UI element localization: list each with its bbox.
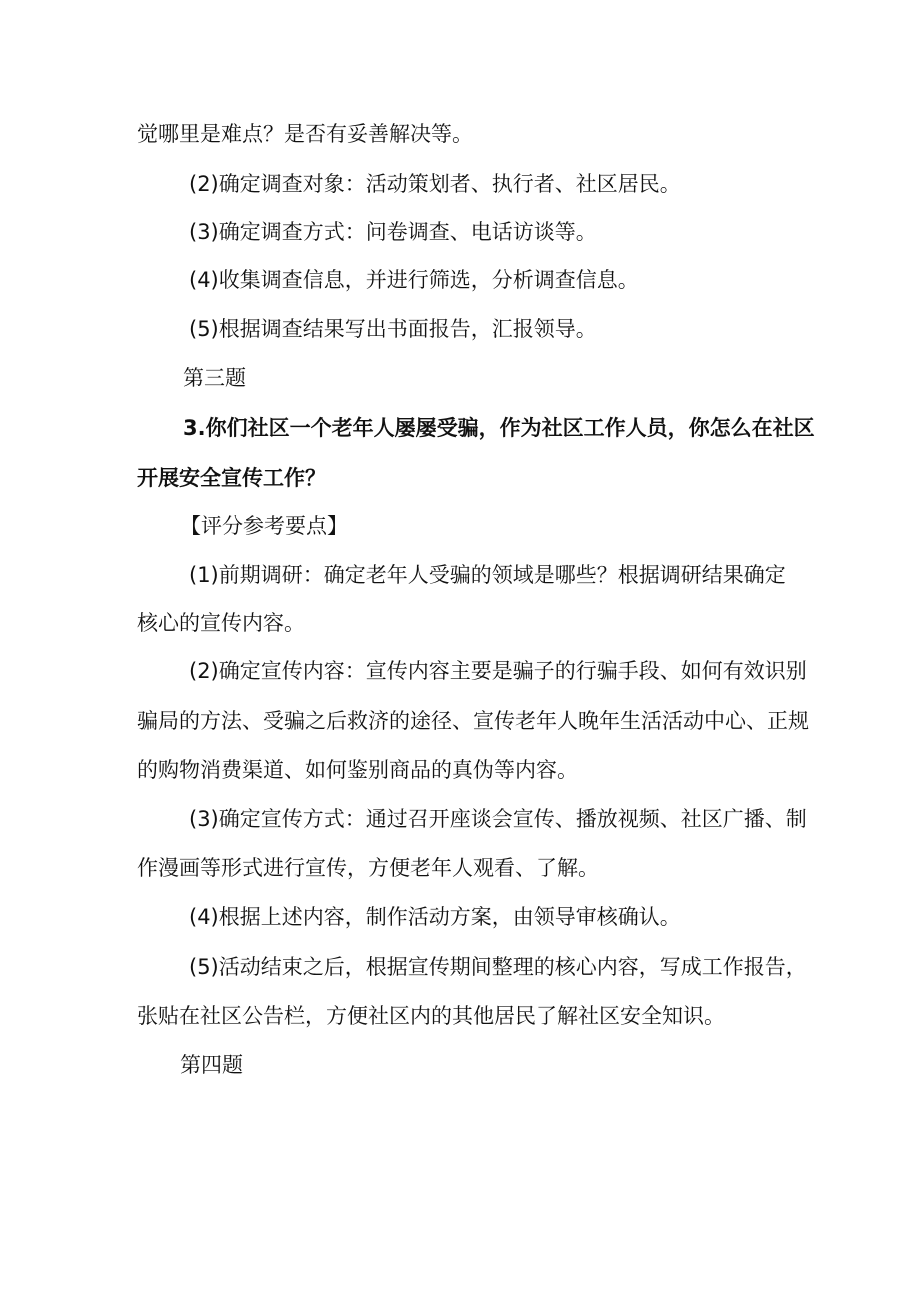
- text-line: 的购物消费渠道、如何鉴别商品的真伪等内容。: [137, 758, 578, 782]
- section-heading: 第三题: [183, 366, 246, 390]
- text-line: 核心的宣传内容。: [137, 611, 305, 635]
- text-line: (5)活动结束之后，根据宣传期间整理的核心内容，写成工作报告，: [189, 955, 807, 979]
- question-title-continued: 开展安全宣传工作？: [137, 466, 326, 490]
- text-line: 张贴在社区公告栏，方便社区内的其他居民了解社区安全知识。: [137, 1004, 725, 1028]
- text-line: (2)确定调查对象：活动策划者、执行者、社区居民。: [189, 172, 681, 196]
- text-line: 作漫画等形式进行宣传，方便老年人观看、了解。: [137, 856, 599, 880]
- text-line: (4)收集调查信息，并进行筛选，分析调查信息。: [189, 268, 639, 292]
- text-line: 骗局的方法、受骗之后救济的途径、宣传老年人晚年生活活动中心、正规: [137, 709, 809, 733]
- text-line: (2)确定宣传内容：宣传内容主要是骗子的行骗手段、如何有效识别: [189, 659, 807, 683]
- question-title: 3.你们社区一个老年人屡屡受骗，作为社区工作人员，你怎么在社区: [183, 416, 815, 440]
- text-line: (5)根据调查结果写出书面报告，汇报领导。: [189, 317, 597, 341]
- text-line: 觉哪里是难点？是否有妥善解决等。: [137, 122, 473, 146]
- text-line: (4)根据上述内容，制作活动方案，由领导审核确认。: [189, 905, 681, 929]
- scoring-heading: 【评分参考要点】: [180, 514, 348, 538]
- text-line: (3)确定宣传方式：通过召开座谈会宣传、播放视频、社区广播、制: [189, 807, 807, 831]
- text-line: (3)确定调查方式：问卷调查、电话访谈等。: [189, 220, 597, 244]
- text-line: (1)前期调研：确定老年人受骗的领域是哪些？根据调研结果确定: [189, 563, 786, 587]
- section-heading: 第四题: [180, 1053, 243, 1077]
